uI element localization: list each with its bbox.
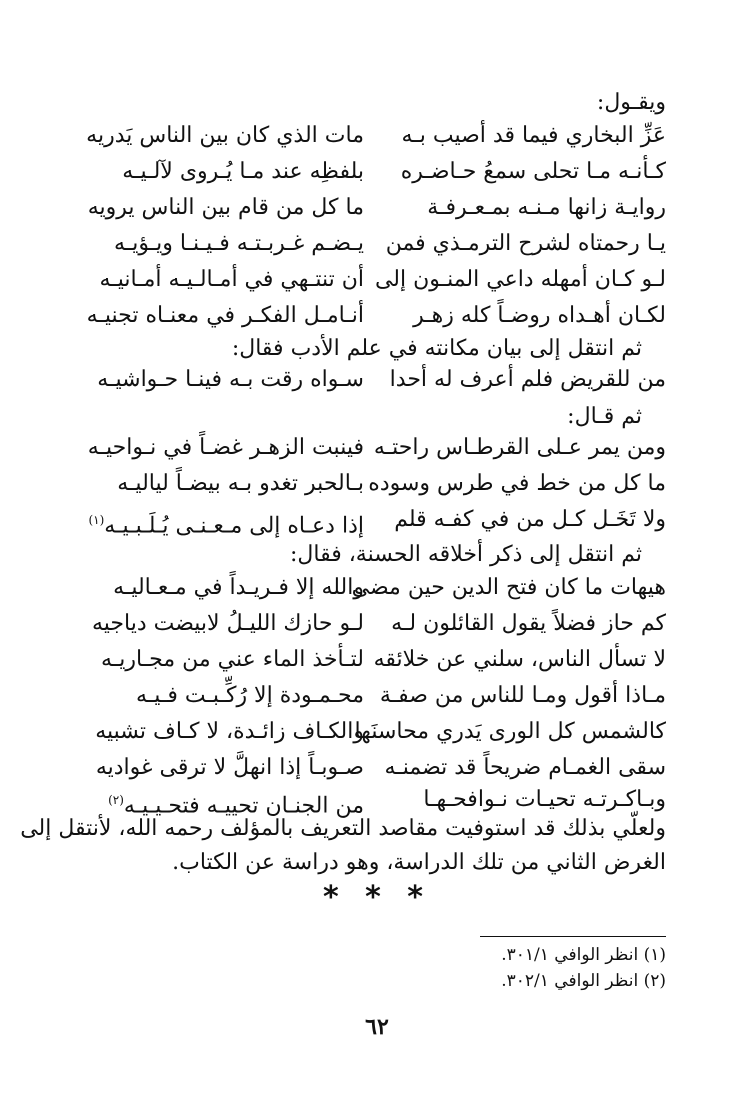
verse-second-hemistich: يـضـم غـربـتـه فـيـنـا ويـؤيـه — [113, 231, 364, 256]
intro-line-2: ثم انتقل إلى بيان مكانته في علم الأدب فقال: — [231, 336, 642, 361]
verse — [0, 570, 754, 606]
verse-first-hemistich: عَزِّ البخاري فيما قد أصيب بـه — [401, 123, 666, 148]
verse-second-hemistich: بـالحبر تغدو بـه بيضـاً لياليـه — [117, 471, 364, 496]
verse-second-hemistich: لـو حازك الليـلُ لابيضت دياجيه — [91, 611, 364, 636]
section-separator: * * * — [323, 880, 431, 915]
verse — [0, 362, 754, 398]
verse-second-hemistich: لتـأخذ الماء عني من مجـاريـه — [101, 647, 364, 672]
footnote-1: (١) انظر الوافي ٣٠١/١. — [501, 945, 666, 965]
footnote-marker-2: (٢) — [108, 793, 124, 807]
page-number: ٦٢ — [365, 1014, 389, 1040]
verse-first-hemistich: سقى الغمـام ضريحاً قد تضمنـه — [384, 755, 666, 780]
verse-second-hemistich: مات الذي كان بين الناس يَدريه — [86, 123, 364, 148]
verse-second-hemistich: أنـامـل الفكـر في معنـاه تجنيـه — [86, 303, 364, 328]
verse — [0, 154, 754, 190]
verse-first-hemistich: كالشمس كل الورى يَدري محاسنَها — [354, 719, 666, 744]
footnote-rule — [480, 936, 666, 937]
verse-second-hemistich — [88, 502, 364, 544]
verse-second-hemistich: والله إلا فـريـداً في مـعـاليـه — [113, 575, 364, 600]
verse-first-hemistich: كـأنـه مـا تحلى سمعُ حـاضـره — [400, 159, 666, 184]
footnote-marker-1: (١) — [88, 513, 105, 527]
hemistich-text: إذا دعـاه إلى مـعـنـى يُـلَـبـيـه — [104, 513, 364, 539]
verse-second-hemistich: سـواه رقت بـه فينـا حـواشيـه — [97, 367, 364, 392]
verse — [0, 190, 754, 226]
verse-second-hemistich: والكـاف زائـدة، لا كـاف تشبيه — [95, 719, 364, 744]
verse-second-hemistich: فينبت الزهـر غضـاً في نـواحيـه — [87, 435, 364, 460]
verse-first-hemistich: يـا رحمتاه لشرح الترمـذي فمن — [385, 231, 666, 256]
verse-first-hemistich: وبـاكـرتـه تحيـات نـوافحـهـا — [423, 787, 666, 812]
verse — [0, 118, 754, 154]
verse — [0, 678, 754, 714]
verse-first-hemistich: روايـة زانها مـنـه بمـعـرفـة — [427, 195, 666, 220]
verse-second-hemistich: محـمـودة إلا رُكِّـبـت فـيـه — [136, 683, 364, 708]
intro-line-4: ثم انتقل إلى ذكر أخلاقه الحسنة، فقال: — [289, 542, 642, 567]
verse — [0, 714, 754, 750]
verse — [0, 466, 754, 502]
verse-first-hemistich: ومن يمر عـلى القرطـاس راحتـه — [373, 435, 666, 460]
verse-first-hemistich: ما كل من خط في طرس وسوده — [368, 471, 666, 496]
verse-first-hemistich: من للقريض فلم أعرف له أحدا — [389, 367, 666, 392]
verse-first-hemistich: كم حاز فضلاً يقول القائلون لـه — [391, 611, 666, 636]
verse — [0, 606, 754, 642]
prose-line-2: الغرض الثاني من تلك الدراسة، وهو دراسة عن الكتاب. — [172, 850, 666, 875]
verse — [0, 298, 754, 334]
footnote-2: (٢) انظر الوافي ٣٠٢/١. — [501, 971, 666, 991]
intro-line-3: ثم قـال: — [567, 404, 642, 429]
verse — [0, 502, 754, 538]
verse-first-hemistich: لـو كـان أمهله داعي المنـون إلى — [374, 267, 666, 292]
verse — [0, 750, 754, 786]
verse — [0, 642, 754, 678]
intro-line-1: ويقـول: — [596, 90, 666, 115]
verse-second-hemistich: صـوبـاً إذا انهلَّ لا ترقى غواديه — [95, 755, 364, 780]
verse-second-hemistich: بلفظِه عند مـا يُـروى لآلـيـه — [122, 159, 364, 184]
hemistich-text: من الجنـان تحييـه فتحـيـيـه — [123, 793, 364, 819]
verse-first-hemistich: مـاذا أقول ومـا للناس من صفـة — [379, 683, 666, 708]
prose-line-1: ولعلّي بذلك قد استوفيت مقاصد التعريف بالمؤلف رحمه الله، لأنتقل إلى — [20, 816, 666, 841]
verse-second-hemistich: ما كل من قام بين الناس يرويه — [87, 195, 364, 220]
verse-first-hemistich: ولا تَخَـل كـل من في كفـه قلم — [394, 507, 666, 532]
verse — [0, 226, 754, 262]
verse-second-hemistich: أن تنتـهي في أمـالـيـه أمـانيـه — [99, 267, 364, 292]
verse-first-hemistich: هيهات ما كان فتح الدين حين مضى — [351, 575, 666, 600]
verse-first-hemistich: لا تسأل الناس، سلني عن خلائقه — [373, 647, 666, 672]
verse — [0, 262, 754, 298]
verse — [0, 430, 754, 466]
verse-first-hemistich: لكـان أهـداه روضـاً كله زهـر — [413, 303, 666, 328]
